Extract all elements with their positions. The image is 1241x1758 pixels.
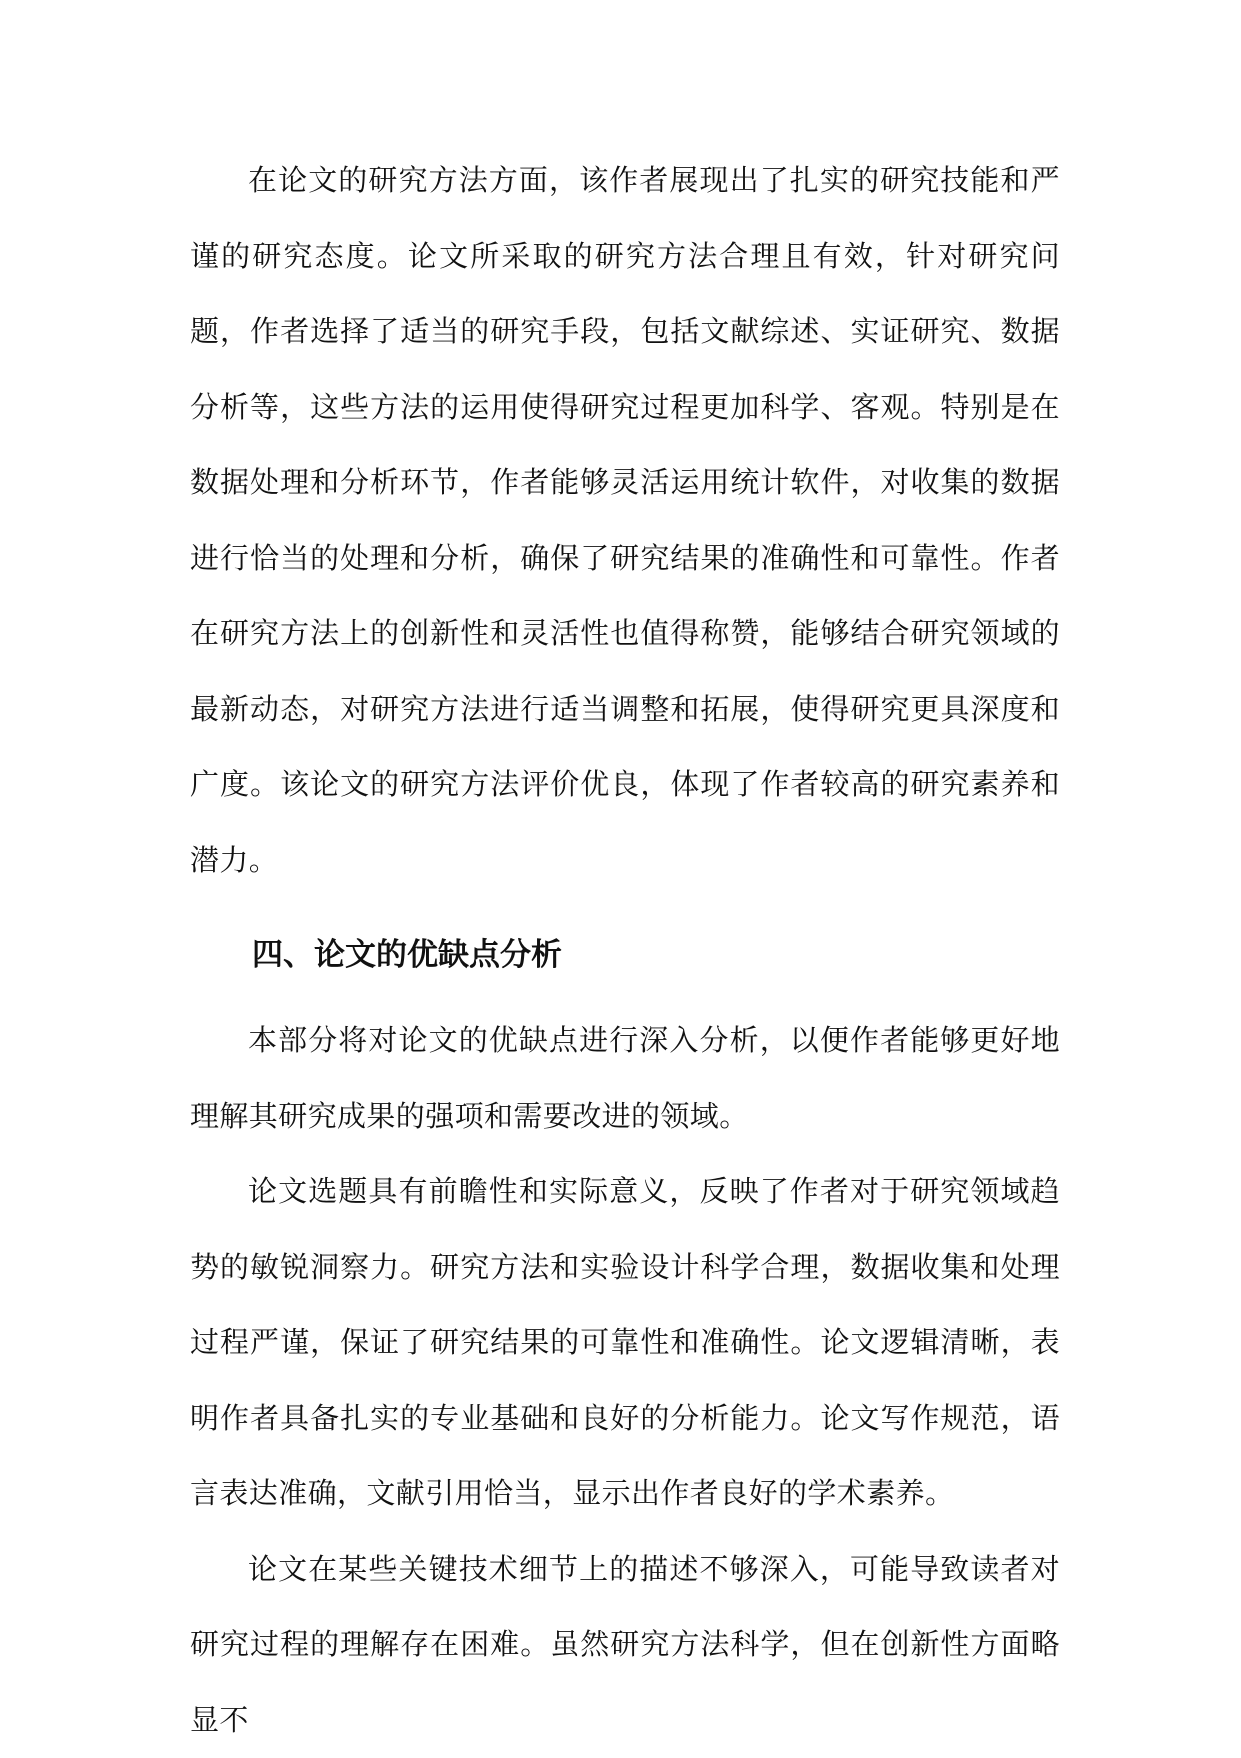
- paragraph-strengths: 论文选题具有前瞻性和实际意义，反映了作者对于研究领域趋势的敏锐洞察力。研究方法和实验设计科学合理，数据收集和处理过程严谨，保证了研究结果的可靠性和准确性。论文逻辑清晰，表明作者具备扎实的专业基础和良好的分析能力。论文写作规范，语言表达准确，文献引用恰当，显示出作者良好的学术素养。: [190, 1154, 1060, 1532]
- spacer: [190, 975, 1060, 1003]
- spacer: [190, 898, 1060, 935]
- paragraph-weaknesses: 论文在某些关键技术细节上的描述不够深入，可能导致读者对研究过程的理解存在困难。虽然研究方法科学，但在创新性方面略显不: [190, 1532, 1060, 1758]
- paragraph-research-methods: 在论文的研究方法方面，该作者展现出了扎实的研究技能和严谨的研究态度。论文所采取的研究方法合理且有效，针对研究问题，作者选择了适当的研究手段，包括文献综述、实证研究、数据分析等，这些方法的运用使得研究过程更加科学、客观。特别是在数据处理和分析环节，作者能够灵活运用统计软件，对收集的数据进行恰当的处理和分析，确保了研究结果的准确性和可靠性。作者在研究方法上的创新性和灵活性也值得称赞，能够结合研究领域的最新动态，对研究方法进行适当调整和拓展，使得研究更具深度和广度。该论文的研究方法评价优良，体现了作者较高的研究素养和潜力。: [190, 143, 1060, 898]
- section-heading: 四、论文的优缺点分析: [190, 935, 1060, 975]
- paragraph-intro: 本部分将对论文的优缺点进行深入分析，以便作者能够更好地理解其研究成果的强项和需要改进的领域。: [190, 1003, 1060, 1154]
- document-body: [190, 143, 1060, 1758]
